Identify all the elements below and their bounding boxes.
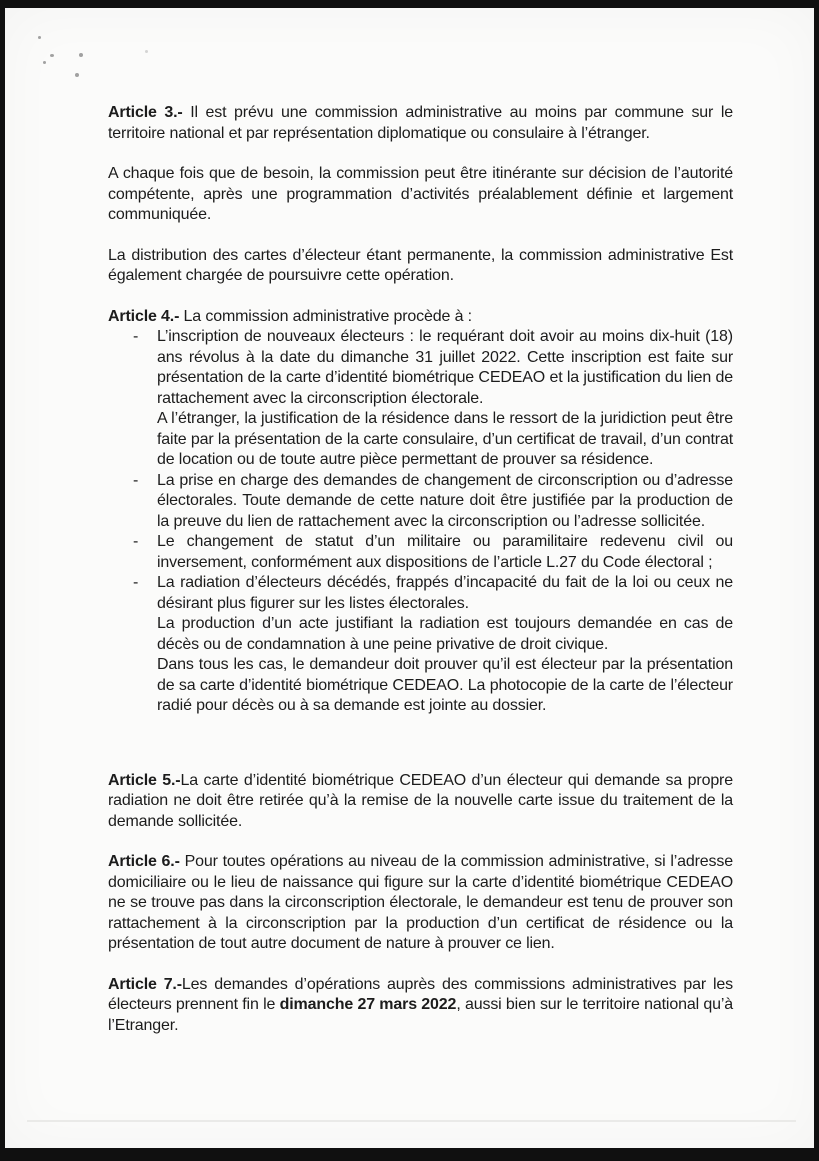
article-5-label: Article 5.- <box>108 771 181 789</box>
article-3-label: Article 3.- <box>108 104 183 121</box>
list-item-continuation: A l’étranger, la justification de la résidence dans le ressort de la juridiction peut être faite par la présentation de la carte consulaire, d’un certificat de travail, d’un contrat de location ou de toute autre pièce permettant de prouver sa résidence. <box>157 410 733 468</box>
article-7-deadline-date: dimanche 27 mars 2022 <box>279 996 457 1013</box>
scan-artifact-line <box>27 1120 796 1122</box>
article-7-label: Article 7.- <box>108 975 182 993</box>
document-page <box>5 8 814 1148</box>
article-4-heading <box>108 307 733 328</box>
ink-speck <box>79 53 83 57</box>
dash-bullet: - <box>133 533 139 550</box>
list-item-text: L’inscription de nouveaux électeurs : le requérant doit avoir au moins dix-huit (18) ans révolus à la date du dimanche 31 juillet 2022. Cette inscription est faite sur présentation de la carte d’identité biométrique CEDEAO et la justification du lien de rattachement avec la circonscription électorale. <box>157 328 733 407</box>
article-4-label: Article 4.- <box>108 307 180 325</box>
dash-bullet: - <box>133 574 139 591</box>
article-3-paragraph-3: La distribution des cartes d’électeur étant permanente, la commission administrative Est également chargée de poursuivre cette opération. <box>108 246 733 284</box>
article-5-paragraph <box>108 771 733 833</box>
ink-speck <box>38 36 41 39</box>
ink-speck <box>43 61 46 64</box>
article-5-text: La carte d’identité biométrique CEDEAO d’un électeur qui demande sa propre radiation ne doit être retirée qu’à la remise de la nouvelle carte issue du traitement de la demande sollicitée. <box>108 771 733 830</box>
ink-speck <box>50 54 54 57</box>
article-7-text-before-date: Les demandes d’opérations auprès des commissions administratives par les électeurs prennent fin le <box>108 975 733 1013</box>
article-7-paragraph <box>108 975 733 1037</box>
list-item-text: La prise en charge des demandes de changement de circonscription ou d’adresse électorales. Toute demande de cette nature doit être justifiée par la production de la preuve du lien de rattachement avec la circonscription ou l’adresse sollicitée. <box>157 471 733 530</box>
dash-bullet: - <box>133 471 139 489</box>
article-3-text: Il est prévu une commission administrative au moins par commune sur le territoire national et par représentation diplomatique ou consulaire à l’étranger. <box>108 104 733 142</box>
list-item-text: La radiation d’électeurs décédés, frappés d’incapacité du fait de la loi ou ceux ne désirant plus figurer sur les listes électorales. <box>157 574 733 612</box>
article-4-list <box>108 327 733 717</box>
article-6-label: Article 6.- <box>108 853 180 870</box>
ink-speck <box>145 50 148 53</box>
list-item-continuation: Dans tous les cas, le demandeur doit prouver qu’il est électeur par la présentation de sa carte d’identité biométrique CEDEAO. La photocopie de la carte de l’électeur radié pour décès ou à sa demande est jointe au dossier. <box>157 656 733 714</box>
list-item-continuation: La production d’un acte justifiant la radiation est toujours demandée en cas de décès ou de condamnation à une peine privative de droit civique. <box>157 615 733 653</box>
ink-speck <box>75 73 79 77</box>
dash-bullet: - <box>133 328 139 345</box>
list-item-prise-en-charge <box>108 471 733 533</box>
article-3-paragraph-2: A chaque fois que de besoin, la commission peut être itinérante sur décision de l’autorité compétente, après une programmation d’activités préalablement définie et largement communiquée. <box>108 165 733 223</box>
article-4-intro: La commission administrative procède à : <box>179 307 472 325</box>
article-3-opening-paragraph <box>108 103 733 144</box>
article-7-text-after-date: , aussi bien sur le territoire national qu’à l’Etranger. <box>108 996 733 1034</box>
page-content <box>5 8 814 1036</box>
list-item-radiation <box>108 573 733 717</box>
article-6-paragraph <box>108 852 733 955</box>
list-item-text: Le changement de statut d’un militaire ou paramilitaire redevenu civil ou inversement, conformément aux dispositions de l’article L.27 du Code électoral ; <box>157 533 733 571</box>
list-item-changement-statut <box>108 532 733 573</box>
article-6-text: Pour toutes opérations au niveau de la commission administrative, si l’adresse domiciliaire ou le lieu de naissance qui figure sur la carte d’identité biométrique CEDEAO ne se trouve pas dans la circonscription électorale, le demandeur est tenu de prouver son rattachement à la circonscription par la production d’un certificat de résidence ou la présentation de tout autre document de nature à prouver ce lien. <box>108 853 733 952</box>
list-item-inscription <box>108 327 733 471</box>
